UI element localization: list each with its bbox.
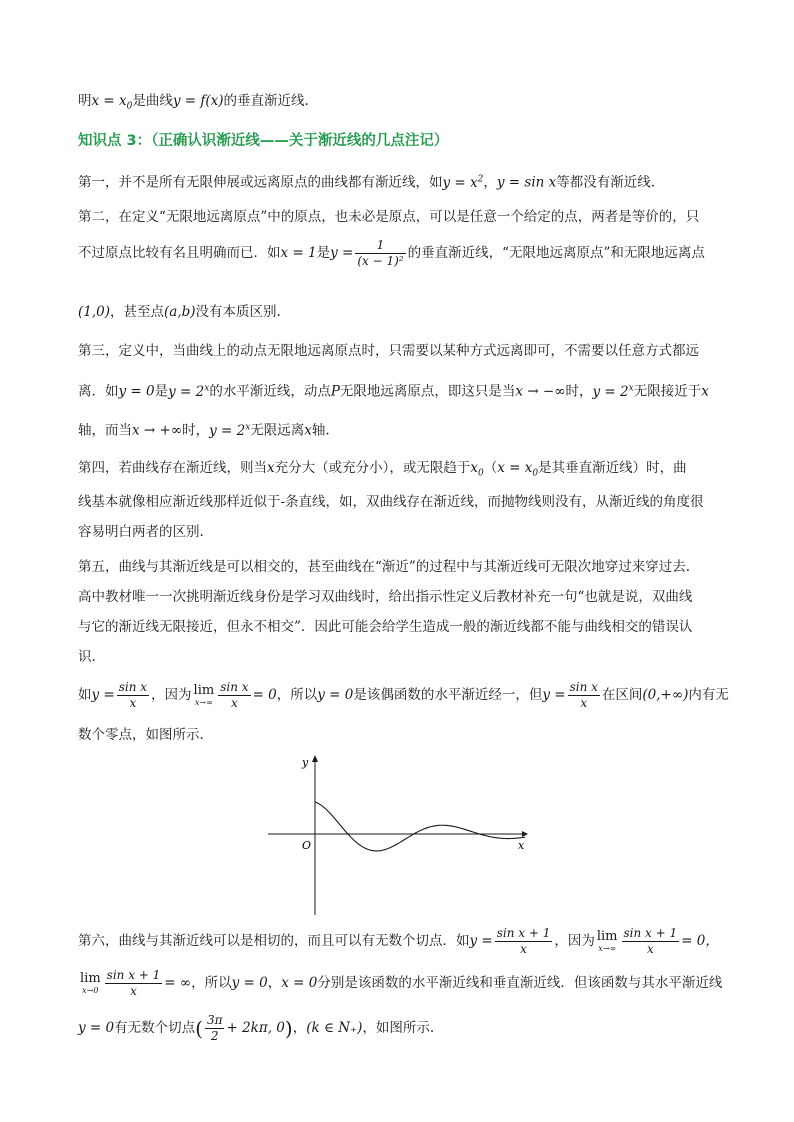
numerator: sin x: [118, 680, 148, 694]
point-six-line-3: [78, 1013, 434, 1044]
math: [593, 384, 634, 400]
text: ，所以: [191, 975, 232, 991]
math-sup: 2: [477, 174, 484, 184]
point-five-line-1: 第五，曲线与其渐近线是可以相交的，甚至曲线在“渐近”的过程中与其渐近线可无限次地穿过来穿过去.: [78, 559, 691, 575]
math-sup: x: [245, 422, 251, 432]
text: ，所以: [276, 687, 318, 703]
point-five-line-4: 识.: [78, 649, 96, 665]
text: 时，: [182, 422, 210, 439]
limit: [597, 930, 618, 953]
text: 是其垂直渐近线）时，曲: [538, 460, 687, 476]
x-axis-label: x: [518, 839, 525, 852]
point-five-line-3: 与它的渐近线无限接近，但永不相交”．因此可能会给学生造成一般的渐近线都不能与曲线相交的错误认: [78, 619, 693, 635]
math-expr: = 0: [252, 687, 277, 703]
math-expr: x: [304, 422, 312, 439]
text: 充分大（或充分小），或无限趋于: [274, 460, 471, 476]
text: 不过原点比较有名且明确而已．如: [78, 245, 281, 261]
limit-op: lim: [596, 929, 618, 944]
section-heading: 知识点 3：（正确认识渐近线——关于渐近线的几点注记）: [78, 133, 449, 149]
math-expr: x: [267, 460, 275, 476]
fraction: [622, 926, 680, 957]
point-two-line-2: [78, 238, 705, 269]
fraction: [105, 968, 163, 999]
denominator: x: [520, 942, 527, 956]
math-expr: x → +∞: [132, 422, 183, 439]
numerator: sin x + 1: [496, 926, 551, 940]
text: ，因为: [554, 933, 595, 949]
math-expr: = 0，: [681, 933, 719, 949]
text: 明: [78, 93, 92, 109]
math-expr: x: [470, 460, 478, 476]
math-expr: y = 0: [317, 687, 354, 703]
denominator: x: [580, 696, 588, 710]
fraction: [117, 680, 149, 711]
text: 是曲线: [132, 93, 173, 109]
denominator: x: [230, 696, 238, 710]
text: 是该偶函数的水平渐近经一，但: [353, 687, 543, 703]
text: 在区间: [601, 687, 643, 703]
math-expr: y = 0: [118, 383, 155, 400]
point-three-line-2: [78, 379, 709, 401]
point-two-line-3: [78, 303, 281, 321]
math-expr: y =: [330, 245, 354, 261]
text: 等都没有渐近线.: [556, 174, 656, 191]
point-one-line: [78, 170, 655, 192]
math-expr: x = 1: [280, 245, 317, 261]
numerator: 3π: [206, 1013, 223, 1027]
text: （: [483, 460, 498, 476]
point-four-line-3: 容易明白两者的区别.: [78, 524, 204, 540]
limit-op: lim: [193, 683, 215, 698]
text: 无限接近于: [633, 383, 702, 400]
math: [443, 175, 484, 191]
text: 如: [78, 687, 92, 703]
math-expr: x = x: [497, 460, 533, 476]
math-sub: 0: [532, 468, 539, 479]
math-expr: y =: [542, 687, 566, 703]
point-three-line-1: 第三，定义中，当曲线上的动点无限地远离原点时，只需要以某种方式远离即可，不需要以任意方式都远: [78, 343, 699, 359]
math: [470, 460, 484, 479]
text: 是: [154, 383, 169, 400]
text: 的垂直渐近线，“无限地远离原点”和无限地远离点: [407, 245, 705, 261]
sinx-over-x-graph: [260, 750, 540, 920]
fraction: [355, 238, 405, 269]
text: 内有无: [688, 687, 729, 703]
math-expr: y = 2: [168, 383, 205, 400]
fraction: [205, 1013, 225, 1044]
point-six-line-2: [78, 968, 722, 999]
text: 无限远离: [250, 422, 305, 439]
text: 没有本质区别.: [195, 304, 281, 320]
text: 的垂直渐近线.: [223, 93, 309, 109]
text: ，: [267, 975, 282, 991]
limit-sub: x→0: [82, 986, 99, 995]
text: 轴，而当: [78, 422, 132, 439]
para-intro-line: [78, 92, 309, 116]
denominator: x: [130, 984, 137, 998]
text: 第一，并不是所有无限伸展或远离原点的曲线都有渐近线，如: [78, 174, 443, 191]
limit: [80, 972, 101, 995]
text: 无限地远离原点，即这只是当: [339, 383, 516, 400]
fraction: [495, 926, 553, 957]
math-sup: x: [628, 383, 634, 393]
point-four-line-1: [78, 459, 687, 483]
text: 轴.: [311, 422, 330, 439]
denominator: (x − 1)²: [357, 254, 404, 268]
denominator: x: [129, 696, 137, 710]
limit: [194, 684, 215, 707]
math-expr: (a,b): [164, 304, 196, 320]
math-expr: (k ∈ N₊): [306, 1020, 363, 1036]
limit-op: lim: [80, 971, 101, 986]
math-expr: y = sin x: [496, 174, 557, 191]
math-expr: y = 2: [209, 422, 246, 439]
math-expr: y = f(x): [172, 93, 224, 109]
math-expr: x: [701, 383, 709, 400]
x-axis-arrow-icon: [522, 831, 528, 837]
math: [497, 460, 539, 479]
denominator: 2: [210, 1029, 219, 1043]
math-expr: x → −∞: [515, 383, 566, 400]
text: ，如图所示.: [362, 1020, 435, 1036]
right-paren: ): [284, 1016, 293, 1041]
y-axis-label: y: [302, 756, 309, 769]
origin-label: O: [302, 839, 312, 852]
math: [168, 384, 209, 400]
math-sub: 0: [126, 101, 133, 112]
text: 第四，若曲线存在渐近线，则当: [78, 460, 267, 476]
left-paren: (: [195, 1016, 203, 1041]
text: 第六，曲线与其渐近线可以是相切的，而且可以有无数个切点．如: [78, 933, 470, 949]
text: 时，: [565, 383, 593, 400]
math-expr: = ∞: [164, 975, 192, 991]
math-expr: y = 2: [592, 383, 629, 400]
limit-sub: x→∞: [598, 944, 617, 953]
numerator: sin x + 1: [106, 968, 161, 982]
point-six-line-1: [78, 926, 719, 957]
text: 有无数个切点: [114, 1020, 196, 1036]
example-line-1: [78, 680, 729, 711]
math-expr: x = 0: [281, 975, 318, 991]
text: 的水平渐近线，动点: [209, 383, 331, 400]
math-expr: y =: [469, 933, 493, 949]
sinx-over-x-curve: [315, 802, 525, 851]
math: [91, 93, 133, 112]
math-expr: y = x: [442, 174, 478, 191]
denominator: x: [646, 942, 654, 956]
text: ，: [292, 1020, 307, 1036]
math-sub: 0: [478, 468, 484, 479]
math-expr: y = 0: [78, 1020, 115, 1036]
fraction: [218, 680, 250, 711]
text: ，甚至点: [110, 304, 165, 320]
point-four-line-2: 线基本就像相应渐近线那样近似于-条直线，如，双曲线存在渐近线，而抛物线则没有，从渐近线的角度很: [78, 494, 704, 510]
text: ，因为: [151, 687, 192, 703]
point-three-line-3: [78, 418, 330, 440]
math-sup: x: [204, 383, 210, 393]
numerator: 1: [355, 238, 405, 254]
example-line-2: 数个零点，如图所示.: [78, 727, 204, 743]
math: [209, 423, 250, 439]
math-expr: y =: [91, 687, 115, 703]
text: 离．如: [78, 383, 119, 400]
point-two-line-1: 第二，在定义“无限地远离原点”中的原点，也未必是原点，可以是任意一个给定的点，两者是等价的，只: [78, 209, 700, 225]
numerator: sin x: [569, 680, 598, 694]
math-expr: (1,0): [78, 304, 111, 320]
text: 是: [316, 245, 331, 261]
numerator: sin x: [220, 680, 249, 694]
y-axis-arrow-icon: [312, 755, 318, 762]
math-expr: (0,+∞): [642, 687, 689, 703]
text: ，: [483, 174, 497, 191]
fraction: [568, 680, 600, 711]
numerator: sin x + 1: [623, 926, 678, 940]
math-expr: y = 0: [231, 975, 268, 991]
math-expr: P: [330, 383, 340, 400]
math-expr: + 2kπ, 0: [226, 1020, 285, 1036]
math-expr: x = x: [91, 93, 127, 109]
limit-sub: x→∞: [194, 698, 213, 707]
text: 分别是该函数的水平渐近线和垂直渐近线．但该函数与其水平渐近线: [317, 975, 723, 991]
point-five-line-2: 高中教材唯一一次挑明渐近线身份是学习双曲线时，给出指示性定义后教材补充一句“也就是说，双曲线: [78, 589, 693, 605]
